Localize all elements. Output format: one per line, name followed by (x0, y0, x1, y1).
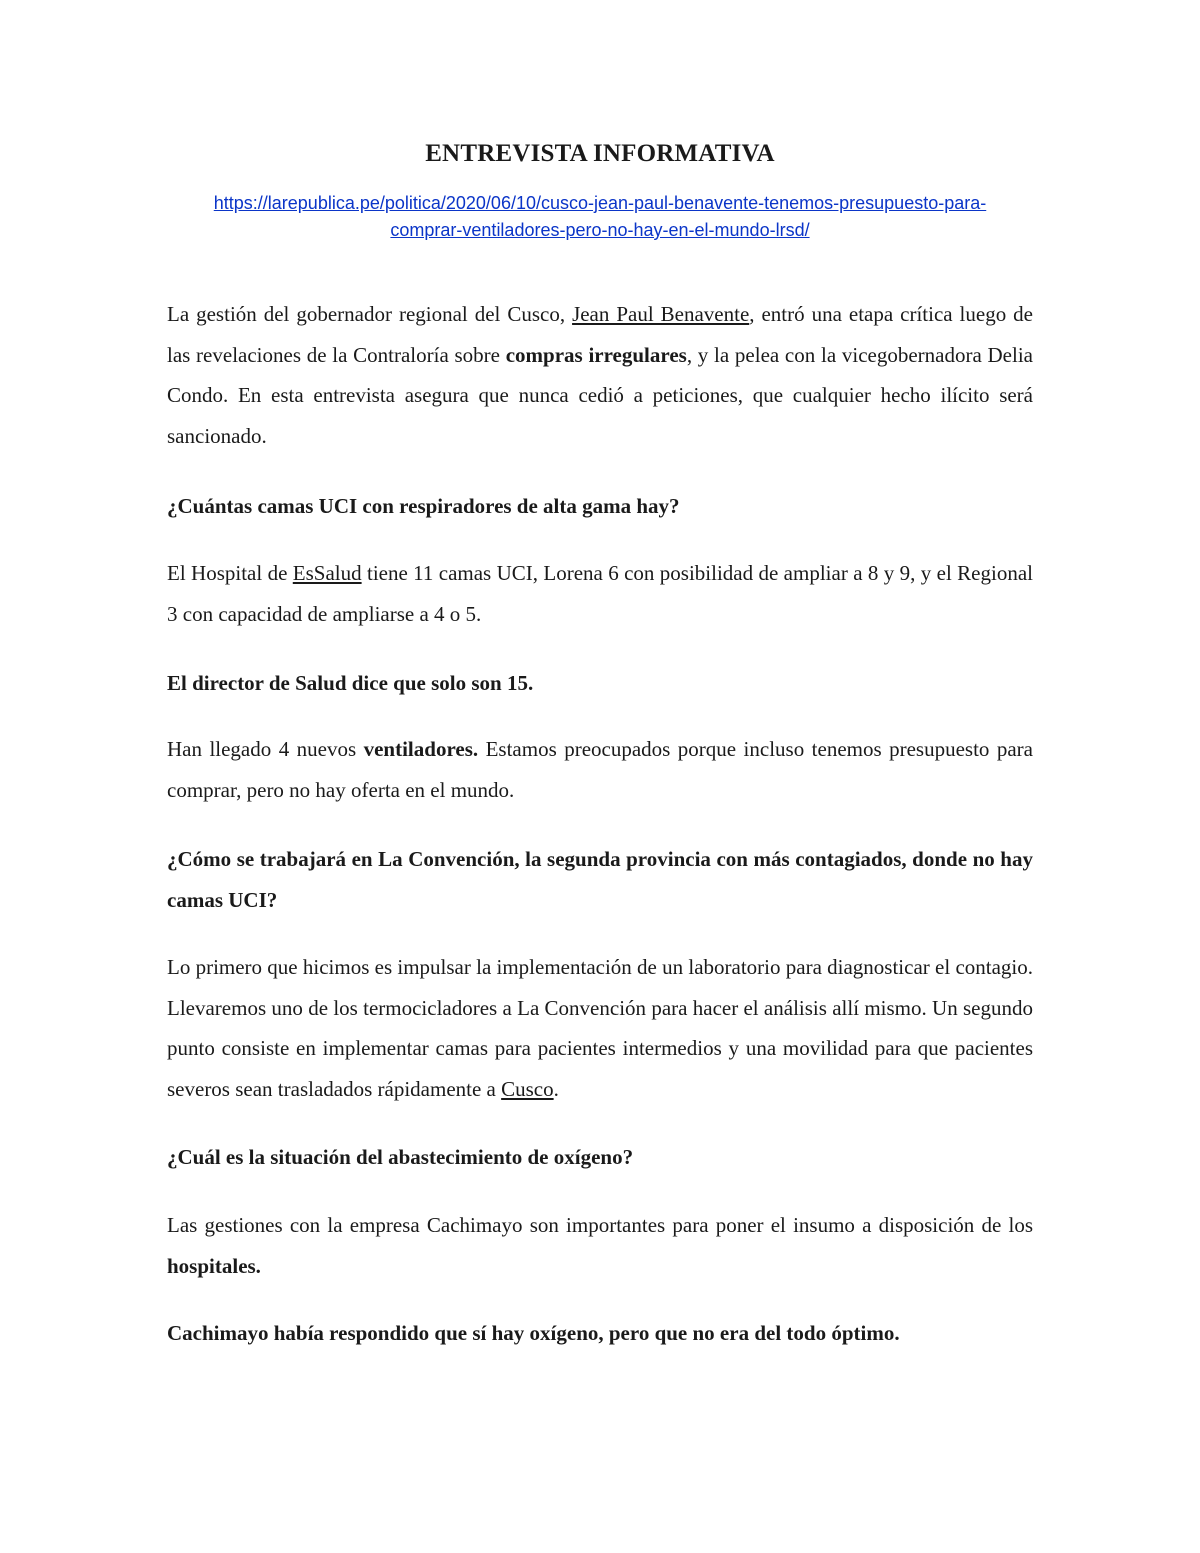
bold-compras-irregulares: compras irregulares (505, 342, 687, 367)
question-1: ¿Cuántas camas UCI con respiradores de alta gama hay? (167, 494, 680, 518)
document-title: ENTREVISTA INFORMATIVA (425, 140, 775, 167)
link-jean-paul-benavente[interactable]: Jean Paul Benavente (572, 302, 750, 326)
source-url-line-1[interactable]: https://larepublica.pe/politica/2020/06/10/cusco-jean-paul-benavente-tenemos-presupuesto-para- (213, 193, 987, 213)
link-essalud[interactable]: EsSalud (292, 561, 362, 585)
link-cusco[interactable]: Cusco (501, 1076, 554, 1101)
bold-ventiladores: ventiladores. (363, 737, 479, 761)
answer-1: El Hospital de EsSalud tiene 11 camas UCI, Lorena 6 con posibilidad de ampliar a 8 y 9, y el Regional 3 con capacidad de ampliarse a 4 o 5. (167, 561, 1033, 626)
question-4: ¿Cuál es la situación del abastecimiento de oxígeno? (167, 1145, 634, 1169)
bold-hospitales: hospitales. (167, 1253, 261, 1278)
question-5: Cachimayo había respondido que sí hay oxígeno, pero que no era del todo óptimo. (167, 1321, 900, 1345)
source-link-block (0, 190, 1200, 244)
answer-3: Lo primero que hicimos es impulsar la implementación de un laboratorio para diagnosticar el contagio. Llevaremos uno de los termocicladores a La Convención para hacer el análisis allí mismo. Un segundo punto consiste en implementar camas para pacientes intermedios y una movilidad para que pacientes severos sean trasladados rápidamente a Cusco. (167, 955, 1033, 1101)
source-url-line-2[interactable]: comprar-ventiladores-pero-no-hay-en-el-mundo-lrsd/ (390, 220, 810, 240)
answer-4: Las gestiones con la empresa Cachimayo son importantes para poner el insumo a disposición de los hospitales. (167, 1213, 1033, 1278)
question-3: ¿Cómo se trabajará en La Convención, la segunda provincia con más contagiados, donde no hay camas UCI? (167, 847, 1033, 912)
question-2: El director de Salud dice que solo son 15. (167, 671, 534, 695)
answer-2: Han llegado 4 nuevos ventiladores. Estamos preocupados porque incluso tenemos presupuesto para comprar, pero no hay oferta en el mundo. (167, 737, 1034, 802)
intro-paragraph: La gestión del gobernador regional del Cusco, Jean Paul Benavente, entró una etapa crítica luego de las revelaciones de la Contraloría sobre compras irregulares, y la pelea con la vicegobernadora Delia Condo. En esta entrevista asegura que nunca cedió a peticiones, que cualquier hecho ilícito será sancionado. (167, 302, 1033, 448)
